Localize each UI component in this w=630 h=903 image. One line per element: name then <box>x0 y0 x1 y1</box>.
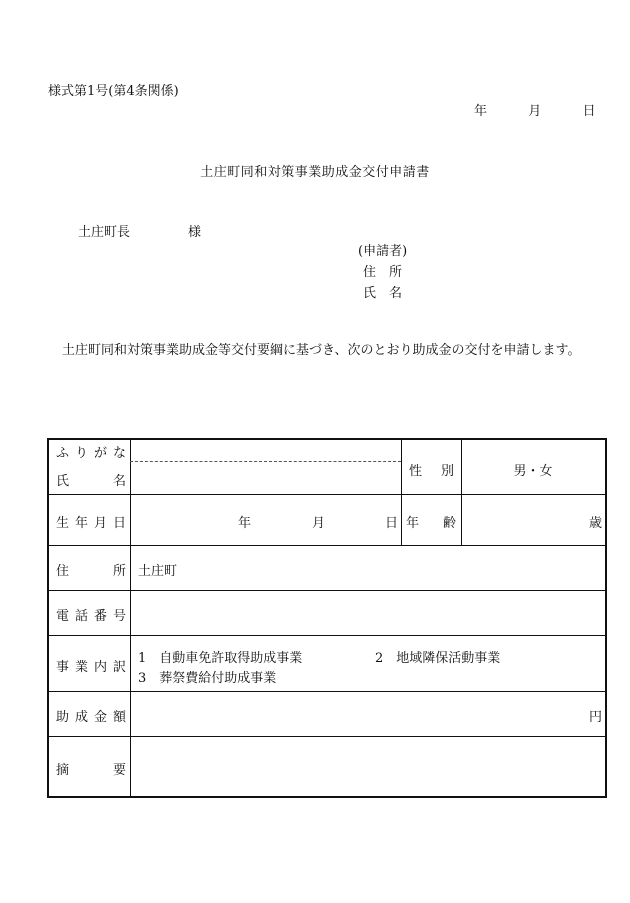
birth-month: 月 <box>312 516 326 531</box>
document-title: 土庄町同和対策事業助成金交付申請書 <box>200 165 430 180</box>
phone-field[interactable] <box>133 592 603 632</box>
program-option-2[interactable]: 2 地域隣保活動事業 <box>375 651 501 666</box>
address-label: 住 所 <box>56 564 126 579</box>
furigana-field[interactable] <box>133 443 399 459</box>
applicant-name-label: 氏 名 <box>363 286 403 301</box>
date-month: 月 <box>528 104 542 119</box>
addressee-name: 土庄町長 <box>78 225 131 240</box>
application-table <box>47 438 607 798</box>
age-unit: 歳 <box>589 516 603 531</box>
program-option-1[interactable]: 1 自動車免許取得助成事業 <box>138 651 303 666</box>
body-text: 土庄町同和対策事業助成金等交付要綱に基づき、次のとおり助成金の交付を申請します。 <box>62 343 581 358</box>
birthdate-label: 生 年 月 日 <box>56 516 126 531</box>
amount-label: 助 成 金 額 <box>56 710 126 725</box>
addressee-honorific: 様 <box>188 225 202 240</box>
applicant-label: (申請者) <box>358 244 408 259</box>
name-field[interactable] <box>133 465 399 491</box>
date-year: 年 <box>474 104 488 119</box>
phone-label: 電 話 番 号 <box>56 609 126 624</box>
birth-day: 日 <box>385 516 399 531</box>
addressee <box>78 221 201 240</box>
remarks-field[interactable] <box>133 739 603 793</box>
applicant-address-label: 住 所 <box>363 265 403 280</box>
gender-label: 性 別 <box>409 464 454 479</box>
date-day: 日 <box>582 104 596 119</box>
furigana-label: ふ り が な <box>56 446 126 461</box>
address-value[interactable]: 土庄町 <box>138 564 178 579</box>
form-number: 様式第1号(第4条関係) <box>48 84 179 99</box>
remarks-label: 摘 要 <box>56 763 126 778</box>
date-line <box>474 100 596 119</box>
amount-unit: 円 <box>589 710 603 725</box>
program-option-3[interactable]: 3 葬祭費給付助成事業 <box>138 671 277 686</box>
birth-year: 年 <box>238 516 252 531</box>
name-label: 氏 名 <box>56 474 126 489</box>
program-label: 事 業 内 訳 <box>56 660 126 675</box>
age-label: 年 齢 <box>406 516 456 531</box>
gender-options[interactable]: 男・女 <box>513 464 553 479</box>
